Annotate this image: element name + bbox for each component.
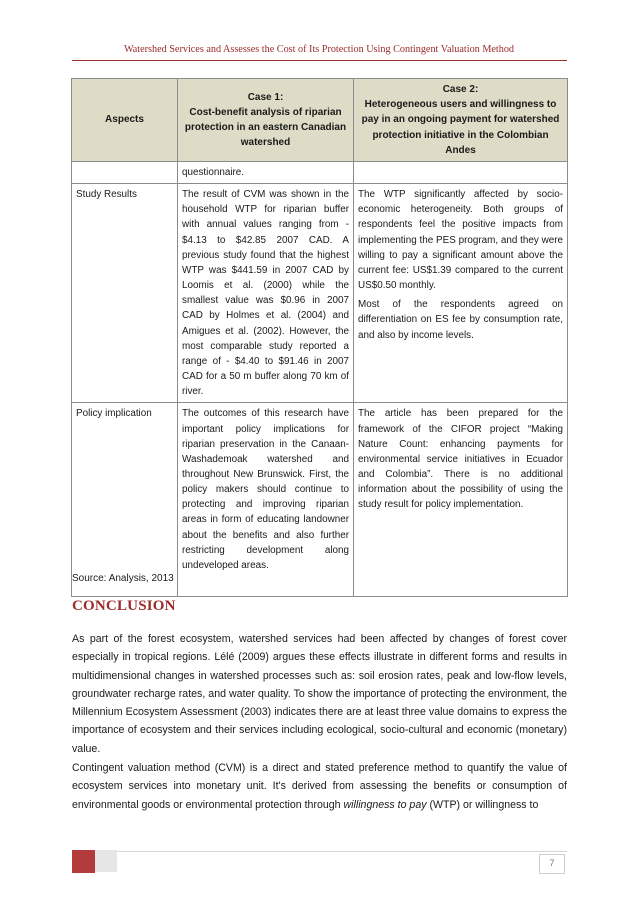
row1-case2: [354, 184, 568, 403]
row0-aspect: [72, 162, 178, 184]
comparison-table: [71, 78, 568, 597]
footer-accent-square: [72, 850, 95, 873]
table-header-row: [72, 79, 568, 162]
row1-case2-p1: The WTP significantly affected by socio-economic heterogeneity. Both groups of respondents feel the positive impacts from implementing the PES program, and they were willing to pay a significant amount above the current fee: US$1.39 compared to the current US$0.50 monthly.: [358, 189, 563, 292]
table-row: [72, 184, 568, 403]
header-case1: [178, 79, 354, 162]
row1-case2-p2: Most of the respondents agreed on differentiation on ES fee by consumption rate, and also by income levels.: [358, 299, 563, 341]
section-heading-conclusion: CONCLUSION: [72, 598, 176, 614]
row1-aspect: Study Results: [72, 184, 178, 403]
running-header: Watershed Services and Assesses the Cost of Its Protection Using Contingent Valuation Method: [123, 44, 515, 55]
p2-text-before: Contingent valuation method (CVM) is a direct and stated preference method to quantify the value of ecosystem services into monetary unit. It's derived from assessing the benefits or consumption of environmental goods or environmental protection through: [72, 762, 567, 811]
p2-emphasis: willingness to pay: [343, 798, 427, 811]
row0-case1: questionnaire.: [178, 162, 354, 184]
p2-text-after: (WTP) or willingness to: [426, 798, 539, 811]
row2-aspect: Policy implication: [72, 403, 178, 597]
table-source: Source: Analysis, 2013: [72, 573, 174, 584]
conclusion-paragraph-1: As part of the forest ecosystem, watershed services had been affected by changes of forest cover especially in tropical regions. Lélé (2009) argues these effects illustrate in different forms and results in multidimensional changes in watershed processes such as: soil erosion rates, peak and low-flow levels, groundwater recharge rates, and water quality. To show the importance of protecting the environment, the Millennium Ecosystem Assessment (2003) indicates there are at least three value domains to express the importance of ecosystem and their services including ecological, socio-cultural and economic (monetary) value.: [72, 633, 567, 755]
row0-case2: [354, 162, 568, 184]
page-number: 7: [539, 854, 565, 874]
row1-case1: The result of CVM was shown in the household WTP for riparian buffer with annual values ranging from - $4.13 to $42.85 2007 CAD. A previous study found that the highest WTP was $441.59 in 2007 CAD by Loomis et al. (2000) while the smallest value was $0.96 in 2007 CAD by Holmes et al. (2004) and Amigues et al. (2002). However, the most comparable study reported a range of - $4.40 to $91.46 in 2007 CAD for a 50 m buffer along 70 km of river.: [178, 184, 354, 403]
row2-case2: The article has been prepared for the framework of the CIFOR project “Making Nature Count: enhancing payments for environmental service initiatives in Ecuador and Colombia”. There is no additional information about the possibility of using the study result for policy implementation.: [354, 403, 568, 597]
row2-case1: The outcomes of this research have important policy implications for riparian preservation in the Canaan-Washademoak watershed and throughout New Brunswick. First, the policy makers should continue to protecting and improving riparian areas in form of educating landowner about the benefits and also further restricting development along undeveloped areas.: [178, 403, 354, 597]
header-case1-text: Case 1: Cost-benefit analysis of riparian protection in an eastern Canadian watershed: [184, 91, 347, 149]
table-row: [72, 403, 568, 597]
header-case2-text: Case 2: Heterogeneous users and willingness to pay in an ongoing payment for watershed protection initiative in the Colombian Andes: [361, 84, 560, 156]
footer-light-square: [95, 850, 117, 872]
table-row: [72, 162, 568, 184]
header-rule: [72, 60, 567, 61]
header-case2: [354, 79, 568, 162]
header-aspects: Aspects: [72, 79, 178, 162]
footer-rule: [72, 851, 567, 852]
conclusion-paragraph-2: [72, 759, 567, 814]
